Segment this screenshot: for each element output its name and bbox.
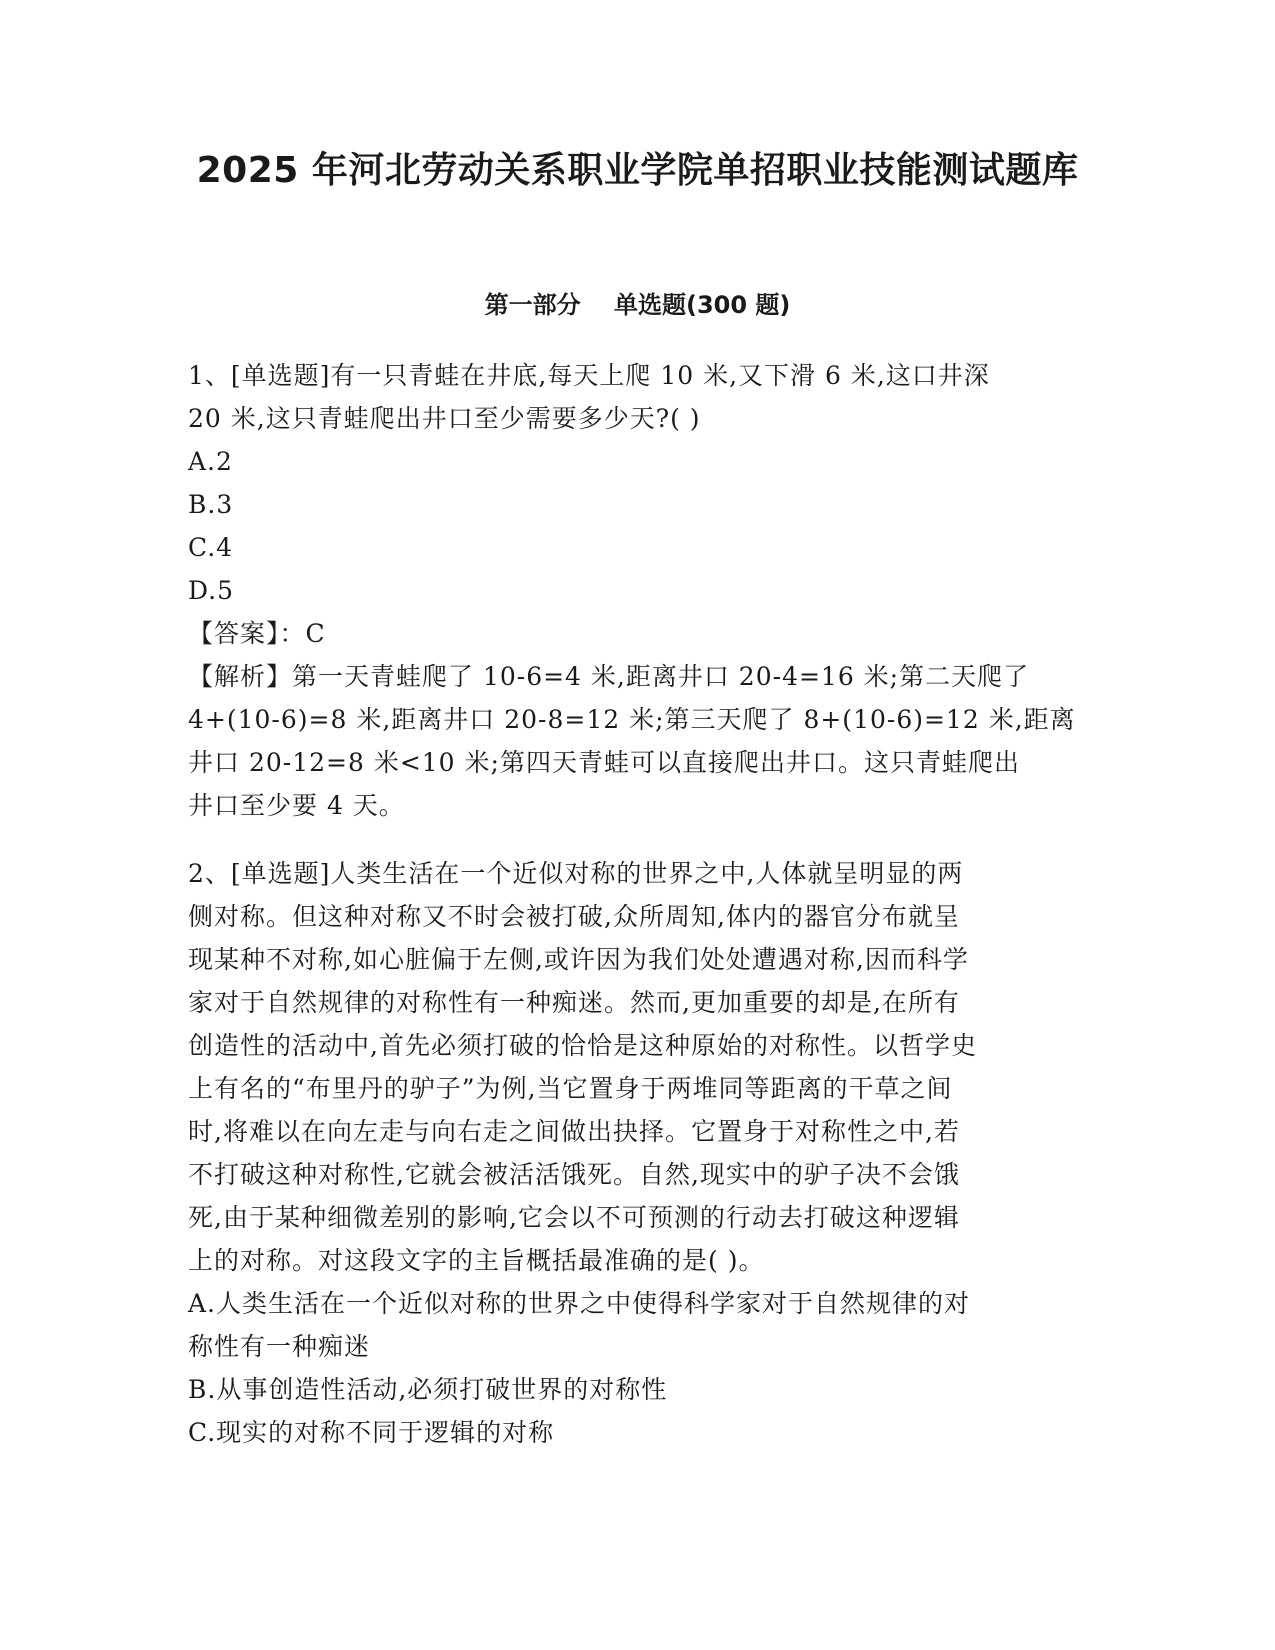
question-stem-line: 侧对称。但这种对称又不时会被打破,众所周知,体内的器官分布就呈 xyxy=(188,902,960,931)
analysis-line: 井口至少要 4 天。 xyxy=(188,791,405,820)
document-title: 2025 年河北劳动关系职业学院单招职业技能测试题库 xyxy=(196,150,1079,191)
section-title: 第一部分 单选题(300 题) xyxy=(484,291,791,319)
question-stem-line: 死,由于某种细微差别的影响,它会以不可预测的行动去打破这种逻辑 xyxy=(188,1203,960,1232)
analysis-line: 【解析】第一天青蛙爬了 10-6=4 米,距离井口 20-4=16 米;第二天爬了 xyxy=(188,662,1030,691)
question-stem-line: 上的对称。对这段文字的主旨概括最准确的是( )。 xyxy=(188,1246,765,1275)
analysis-line: 井口 20-12=8 米<10 米;第四天青蛙可以直接爬出井口。这只青蛙爬出 xyxy=(188,748,1020,777)
question-stem-line: 创造性的活动中,首先必须打破的恰恰是这种原始的对称性。以哲学史 xyxy=(188,1031,977,1060)
question-stem-line: 不打破这种对称性,它就会被活活饿死。自然,现实中的驴子决不会饿 xyxy=(188,1160,960,1189)
option-b: B.从事创造性活动,必须打破世界的对称性 xyxy=(188,1375,668,1404)
question-stem-line: 2、[单选题]人类生活在一个近似对称的世界之中,人体就呈明显的两 xyxy=(188,859,964,888)
option-a-line: A.人类生活在一个近似对称的世界之中使得科学家对于自然规律的对 xyxy=(188,1289,971,1318)
option-c: C.4 xyxy=(188,533,234,562)
question-stem-line: 现某种不对称,如心脏偏于左侧,或许因为我们处处遭遇对称,因而科学 xyxy=(188,945,969,974)
question-stem-line: 20 米,这只青蛙爬出井口至少需要多少天?( ) xyxy=(188,404,701,433)
question-stem-line: 上有名的“布里丹的驴子”为例,当它置身于两堆同等距离的干草之间 xyxy=(188,1074,953,1103)
question-stem-line: 1、[单选题]有一只青蛙在井底,每天上爬 10 米,又下滑 6 米,这口井深 xyxy=(188,361,990,390)
question-stem-line: 时,将难以在向左走与向右走之间做出抉择。它置身于对称性之中,若 xyxy=(188,1117,960,1146)
option-b: B.3 xyxy=(188,490,234,519)
question-stem-line: 家对于自然规律的对称性有一种痴迷。然而,更加重要的却是,在所有 xyxy=(188,988,960,1017)
option-a: A.2 xyxy=(188,447,233,476)
option-c: C.现实的对称不同于逻辑的对称 xyxy=(188,1418,555,1447)
question-1 xyxy=(188,354,1088,827)
analysis-line: 4+(10-6)=8 米,距离井口 20-8=12 米;第三天爬了 8+(10-6)=12 米,距离 xyxy=(188,705,1076,734)
option-d: D.5 xyxy=(188,576,235,605)
answer-line: 【答案】：C xyxy=(188,619,326,648)
question-2 xyxy=(188,852,1088,1454)
option-a-line: 称性有一种痴迷 xyxy=(188,1332,371,1361)
